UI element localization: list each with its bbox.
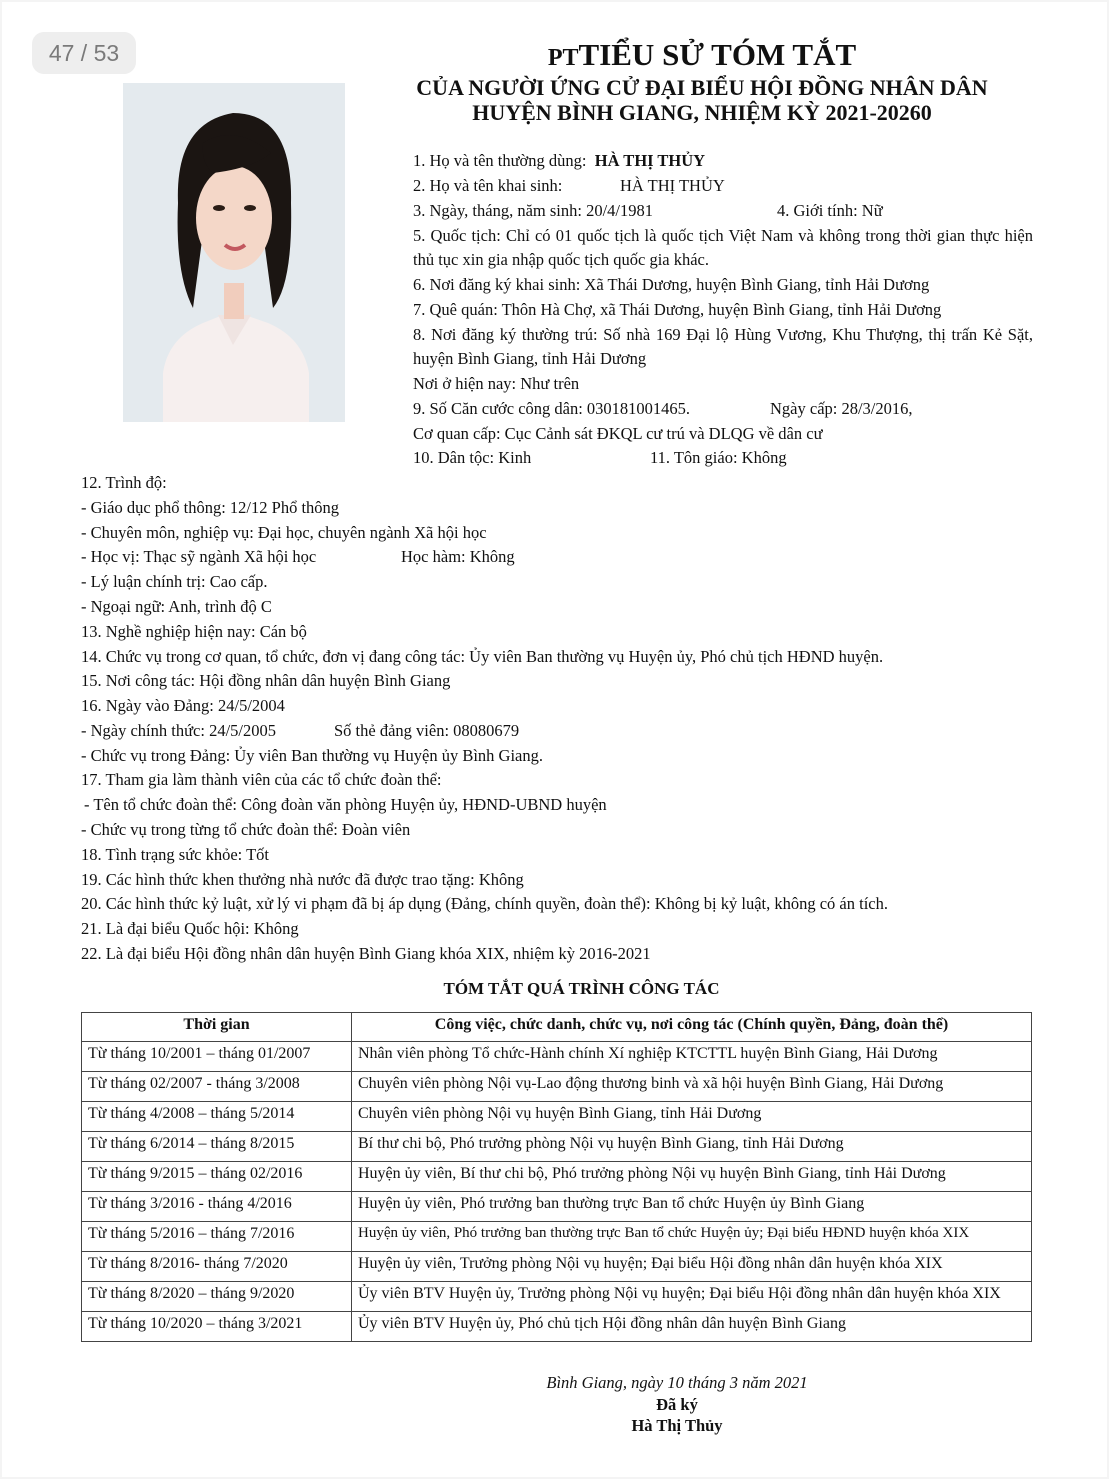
portrait-illustration (123, 83, 345, 422)
field-national-assembly: 21. Là đại biểu Quốc hội: Không (81, 919, 299, 938)
field-organization-role: - Chức vụ trong từng tổ chức đoàn thể: Đoàn viên (81, 820, 411, 839)
table-row (82, 1042, 1032, 1072)
table-row (82, 1072, 1032, 1102)
field-id-issuer: Cơ quan cấp: Cục Cảnh sát ĐKQL cư trú và DLQG về dân cư (413, 424, 823, 443)
field-permanent-residence: 8. Nơi đăng ký thường trú: Số nhà 169 Đại lộ Hùng Vương, Khu Thượng, thị trấn Kẻ Sặt, huyện Bình Giang, tỉnh Hải Dương (413, 325, 1033, 368)
work-history-title: TÓM TẮT QUÁ TRÌNH CÔNG TÁC (443, 979, 720, 998)
table-row (82, 1132, 1032, 1162)
field-discipline: 20. Các hình thức kỷ luật, xử lý vi phạm đã bị áp dụng (Đảng, chính quyền, đoàn thể): Không bị kỷ luật, không có án tích. (81, 894, 888, 913)
row-description: Huyện ủy viên, Phó trưởng ban thường trực Ban tổ chức Huyện ủy Bình Giang (352, 1192, 1032, 1222)
row-time: Từ tháng 10/2020 – tháng 3/2021 (82, 1312, 352, 1342)
field-birth-date: 3. Ngày, tháng, năm sinh: 20/4/1981 (413, 201, 653, 220)
table-row (82, 1192, 1032, 1222)
document-page (2, 2, 1107, 1477)
field-party-official-date: - Ngày chính thức: 24/5/2005 (81, 721, 276, 740)
field-health: 18. Tình trạng sức khỏe: Tốt (81, 845, 269, 864)
document-header (362, 38, 1042, 125)
document-title (362, 38, 1042, 75)
field-occupation: 13. Nghề nghiệp hiện nay: Cán bộ (81, 622, 307, 641)
field-awards: 19. Các hình thức khen thưởng nhà nước đã được trao tặng: Không (81, 870, 524, 889)
title-prefix: PT (547, 45, 579, 71)
field-organizations: 17. Tham gia làm thành viên của các tổ chức đoàn thể: (81, 770, 442, 789)
field-general-education: - Giáo dục phổ thông: 12/12 Phổ thông (81, 498, 340, 517)
signature-name: Hà Thị Thủy (631, 1416, 723, 1435)
row-description: Nhân viên phòng Tổ chức-Hành chính Xí nghiệp KTCTTL huyện Bình Giang, Hải Dương (352, 1042, 1032, 1072)
field-label: 2. Họ và tên khai sinh: (413, 176, 563, 195)
table-row (82, 1222, 1032, 1252)
row-time: Từ tháng 5/2016 – tháng 7/2016 (82, 1222, 352, 1252)
table-row (82, 1252, 1032, 1282)
row-description: Huyện ủy viên, Trưởng phòng Nội vụ huyện; Đại biểu Hội đồng nhân dân huyện khóa XIX (352, 1252, 1032, 1282)
field-degree: - Học vị: Thạc sỹ ngành Xã hội học (81, 547, 317, 566)
field-party-join-date: 16. Ngày vào Đảng: 24/5/2004 (81, 696, 285, 715)
field-academic-title: Học hàm: Không (401, 547, 515, 566)
field-nationality: 5. Quốc tịch: Chỉ có 01 quốc tịch là quốc tịch Việt Nam và không trong thời gian thực hiện thủ tục xin gia nhập quốc tịch quốc gia khác. (413, 226, 1033, 269)
row-description: Chuyên viên phòng Nội vụ huyện Bình Giang, tỉnh Hải Dương (352, 1102, 1032, 1132)
row-time: Từ tháng 02/2007 - tháng 3/2008 (82, 1072, 352, 1102)
field-id-number: 9. Số Căn cước công dân: 030181001465. (413, 399, 691, 418)
table-row (82, 1312, 1032, 1342)
field-religion: 11. Tôn giáo: Không (650, 448, 787, 467)
portrait-photo (123, 83, 345, 422)
title-text: TIỂU SỬ TÓM TẮT (578, 37, 857, 72)
field-gender: 4. Giới tính: Nữ (777, 201, 883, 220)
document-subtitle-1: CỦA NGƯỜI ỨNG CỬ ĐẠI BIỂU HỘI ĐỒNG NHÂN DÂN (416, 75, 988, 100)
row-time: Từ tháng 8/2016- tháng 7/2020 (82, 1252, 352, 1282)
row-time: Từ tháng 9/2015 – tháng 02/2016 (82, 1162, 352, 1192)
field-hometown: 7. Quê quán: Thôn Hà Chợ, xã Thái Dương, huyện Bình Giang, tỉnh Hải Dương (413, 300, 942, 319)
field-birth-name (413, 176, 725, 196)
row-description: Huyện ủy viên, Bí thư chi bộ, Phó trưởng phòng Nội vụ huyện Bình Giang, tỉnh Hải Dương (352, 1162, 1032, 1192)
row-time: Từ tháng 6/2014 – tháng 8/2015 (82, 1132, 352, 1162)
signature-place-date: Bình Giang, ngày 10 tháng 3 năm 2021 (546, 1373, 808, 1392)
row-description: Ủy viên BTV Huyện ủy, Trưởng phòng Nội vụ huyện; Đại biểu Hội đồng nhân dân huyện khóa XIX (352, 1282, 1032, 1312)
row-description: Bí thư chi bộ, Phó trưởng phòng Nội vụ huyện Bình Giang, tỉnh Hải Dương (352, 1132, 1032, 1162)
work-history-table (81, 1012, 1032, 1342)
field-id-date: Ngày cấp: 28/3/2016, (770, 399, 913, 418)
document-subtitle-2: HUYỆN BÌNH GIANG, NHIỆM KỲ 2021-20260 (472, 100, 932, 125)
field-position: 14. Chức vụ trong cơ quan, tổ chức, đơn vị đang công tác: Ủy viên Ban thường vụ Huyện ủy, Phó chủ tịch HĐND huyện. (81, 647, 884, 666)
field-foreign-language: - Ngoại ngữ: Anh, trình độ C (81, 597, 272, 616)
field-political-theory: - Lý luận chính trị: Cao cấp. (81, 572, 268, 591)
row-description: Huyện ủy viên, Phó trưởng ban thường trực Ban tổ chức Huyện ủy; Đại biểu HĐND huyện khóa XIX (352, 1222, 1032, 1252)
field-birth-registration: 6. Nơi đăng ký khai sinh: Xã Thái Dương, huyện Bình Giang, tỉnh Hải Dương (413, 275, 930, 294)
field-workplace: 15. Nơi công tác: Hội đồng nhân dân huyện Bình Giang (81, 671, 451, 690)
field-value: HÀ THỊ THỦY (594, 151, 706, 170)
field-current-residence: Nơi ở hiện nay: Như trên (413, 374, 580, 393)
field-label: 1. Họ và tên thường dùng: (413, 151, 587, 170)
column-header-time: Thời gian (82, 1013, 352, 1042)
field-value: HÀ THỊ THỦY (620, 176, 725, 195)
row-description: Ủy viên BTV Huyện ủy, Phó chủ tịch Hội đồng nhân dân huyện Bình Giang (352, 1312, 1032, 1342)
row-time: Từ tháng 4/2008 – tháng 5/2014 (82, 1102, 352, 1132)
row-description: Chuyên viên phòng Nội vụ-Lao động thương binh và xã hội huyện Bình Giang, Hải Dương (352, 1072, 1032, 1102)
page-indicator: 47 / 53 (32, 32, 136, 74)
field-party-position: - Chức vụ trong Đảng: Ủy viên Ban thường vụ Huyện ủy Bình Giang. (81, 746, 543, 765)
field-specialty: - Chuyên môn, nghiệp vụ: Đại học, chuyên ngành Xã hội học (81, 523, 487, 542)
field-organization-name: - Tên tổ chức đoàn thể: Công đoàn văn phòng Huyện ủy, HĐND-UBND huyện (84, 795, 607, 814)
field-education: 12. Trình độ: (81, 473, 167, 492)
column-header-description: Công việc, chức danh, chức vụ, nơi công tác (Chính quyền, Đảng, đoàn thể) (352, 1013, 1032, 1042)
field-council-member: 22. Là đại biểu Hội đồng nhân dân huyện Bình Giang khóa XIX, nhiệm kỳ 2016-2021 (81, 944, 651, 963)
table-header-row (82, 1013, 1032, 1042)
signature-status: Đã ký (656, 1395, 698, 1414)
field-party-card-number: Số thẻ đảng viên: 08080679 (334, 721, 520, 740)
row-time: Từ tháng 3/2016 - tháng 4/2016 (82, 1192, 352, 1222)
row-time: Từ tháng 8/2020 – tháng 9/2020 (82, 1282, 352, 1312)
table-row (82, 1162, 1032, 1192)
field-ethnicity: 10. Dân tộc: Kinh (413, 448, 532, 467)
row-time: Từ tháng 10/2001 – tháng 01/2007 (82, 1042, 352, 1072)
field-common-name (413, 151, 705, 171)
table-row (82, 1282, 1032, 1312)
table-row (82, 1102, 1032, 1132)
